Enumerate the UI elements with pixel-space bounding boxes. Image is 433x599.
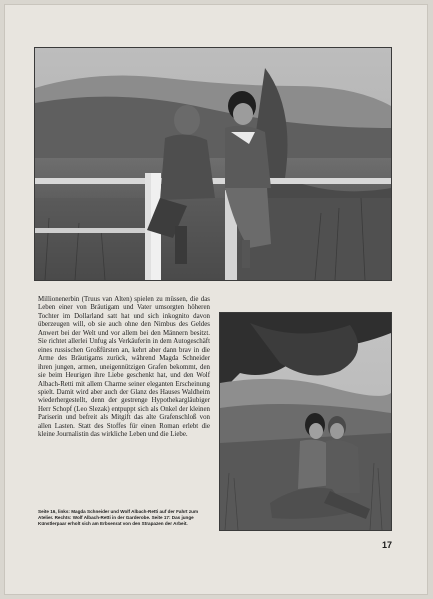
couple-in-meadow-photo bbox=[219, 312, 392, 531]
couple-on-fence-photo bbox=[34, 47, 392, 281]
magazine-page bbox=[4, 4, 428, 595]
photo-caption: Seite 16, links: Magda Schneider und Wolf Albach-Retti auf der Fahrt zum Atelier. Rechts: Wolf Albach-Retti in der Garderobe. Seite 17: Das junge Künstlerpaar erholt sich am Erbsenrat von den Strapazen der Arbeit. bbox=[38, 509, 199, 526]
page-number: 17 bbox=[382, 540, 393, 550]
couple-in-meadow-image bbox=[220, 313, 391, 530]
couple-on-fence-image bbox=[35, 48, 391, 280]
article-body-text: Millionenerbin (Truus van Alten) spielen zu müssen, die das Leben einer von Bräutigam und Vater umsorgten höheren Tochter im Dollarland satt hat und sich inkognito davon überzeugen will, ob sie auch ohne den Nimbus des Geldes Anwert bei der Welt und vor allem bei den Männern besitzt. Sie richtet allerlei Unfug als Verkäuferin in dem Autogeschäft eines russischen Großfürsten an, kehrt aber dann brav in die Arme des Bräutigams zurück, während Magda Schneider ihren jungen, armen, uneigennützigen Grafen bekommt, den sie beim Heurigen ihre Liebe geschenkt hat, und den Wolf Albach-Retti mit allem Charme seiner eleganten Erscheinung spielt. Damit wird aber auch der Glanz des Hauses Waldheim wiederhergestellt, denn der gestrenge Hypothekargläubiger Herr Schopf (Leo Slezak) entpuppt sich als Onkel der kleinen Pariserin und befreit als Mitgift das alte Grafenschloß von allen Lasten. Statt des Stoffes für einen Roman erlebt die kleine Journalistin das wirkliche Leben und die Liebe. bbox=[38, 296, 210, 439]
